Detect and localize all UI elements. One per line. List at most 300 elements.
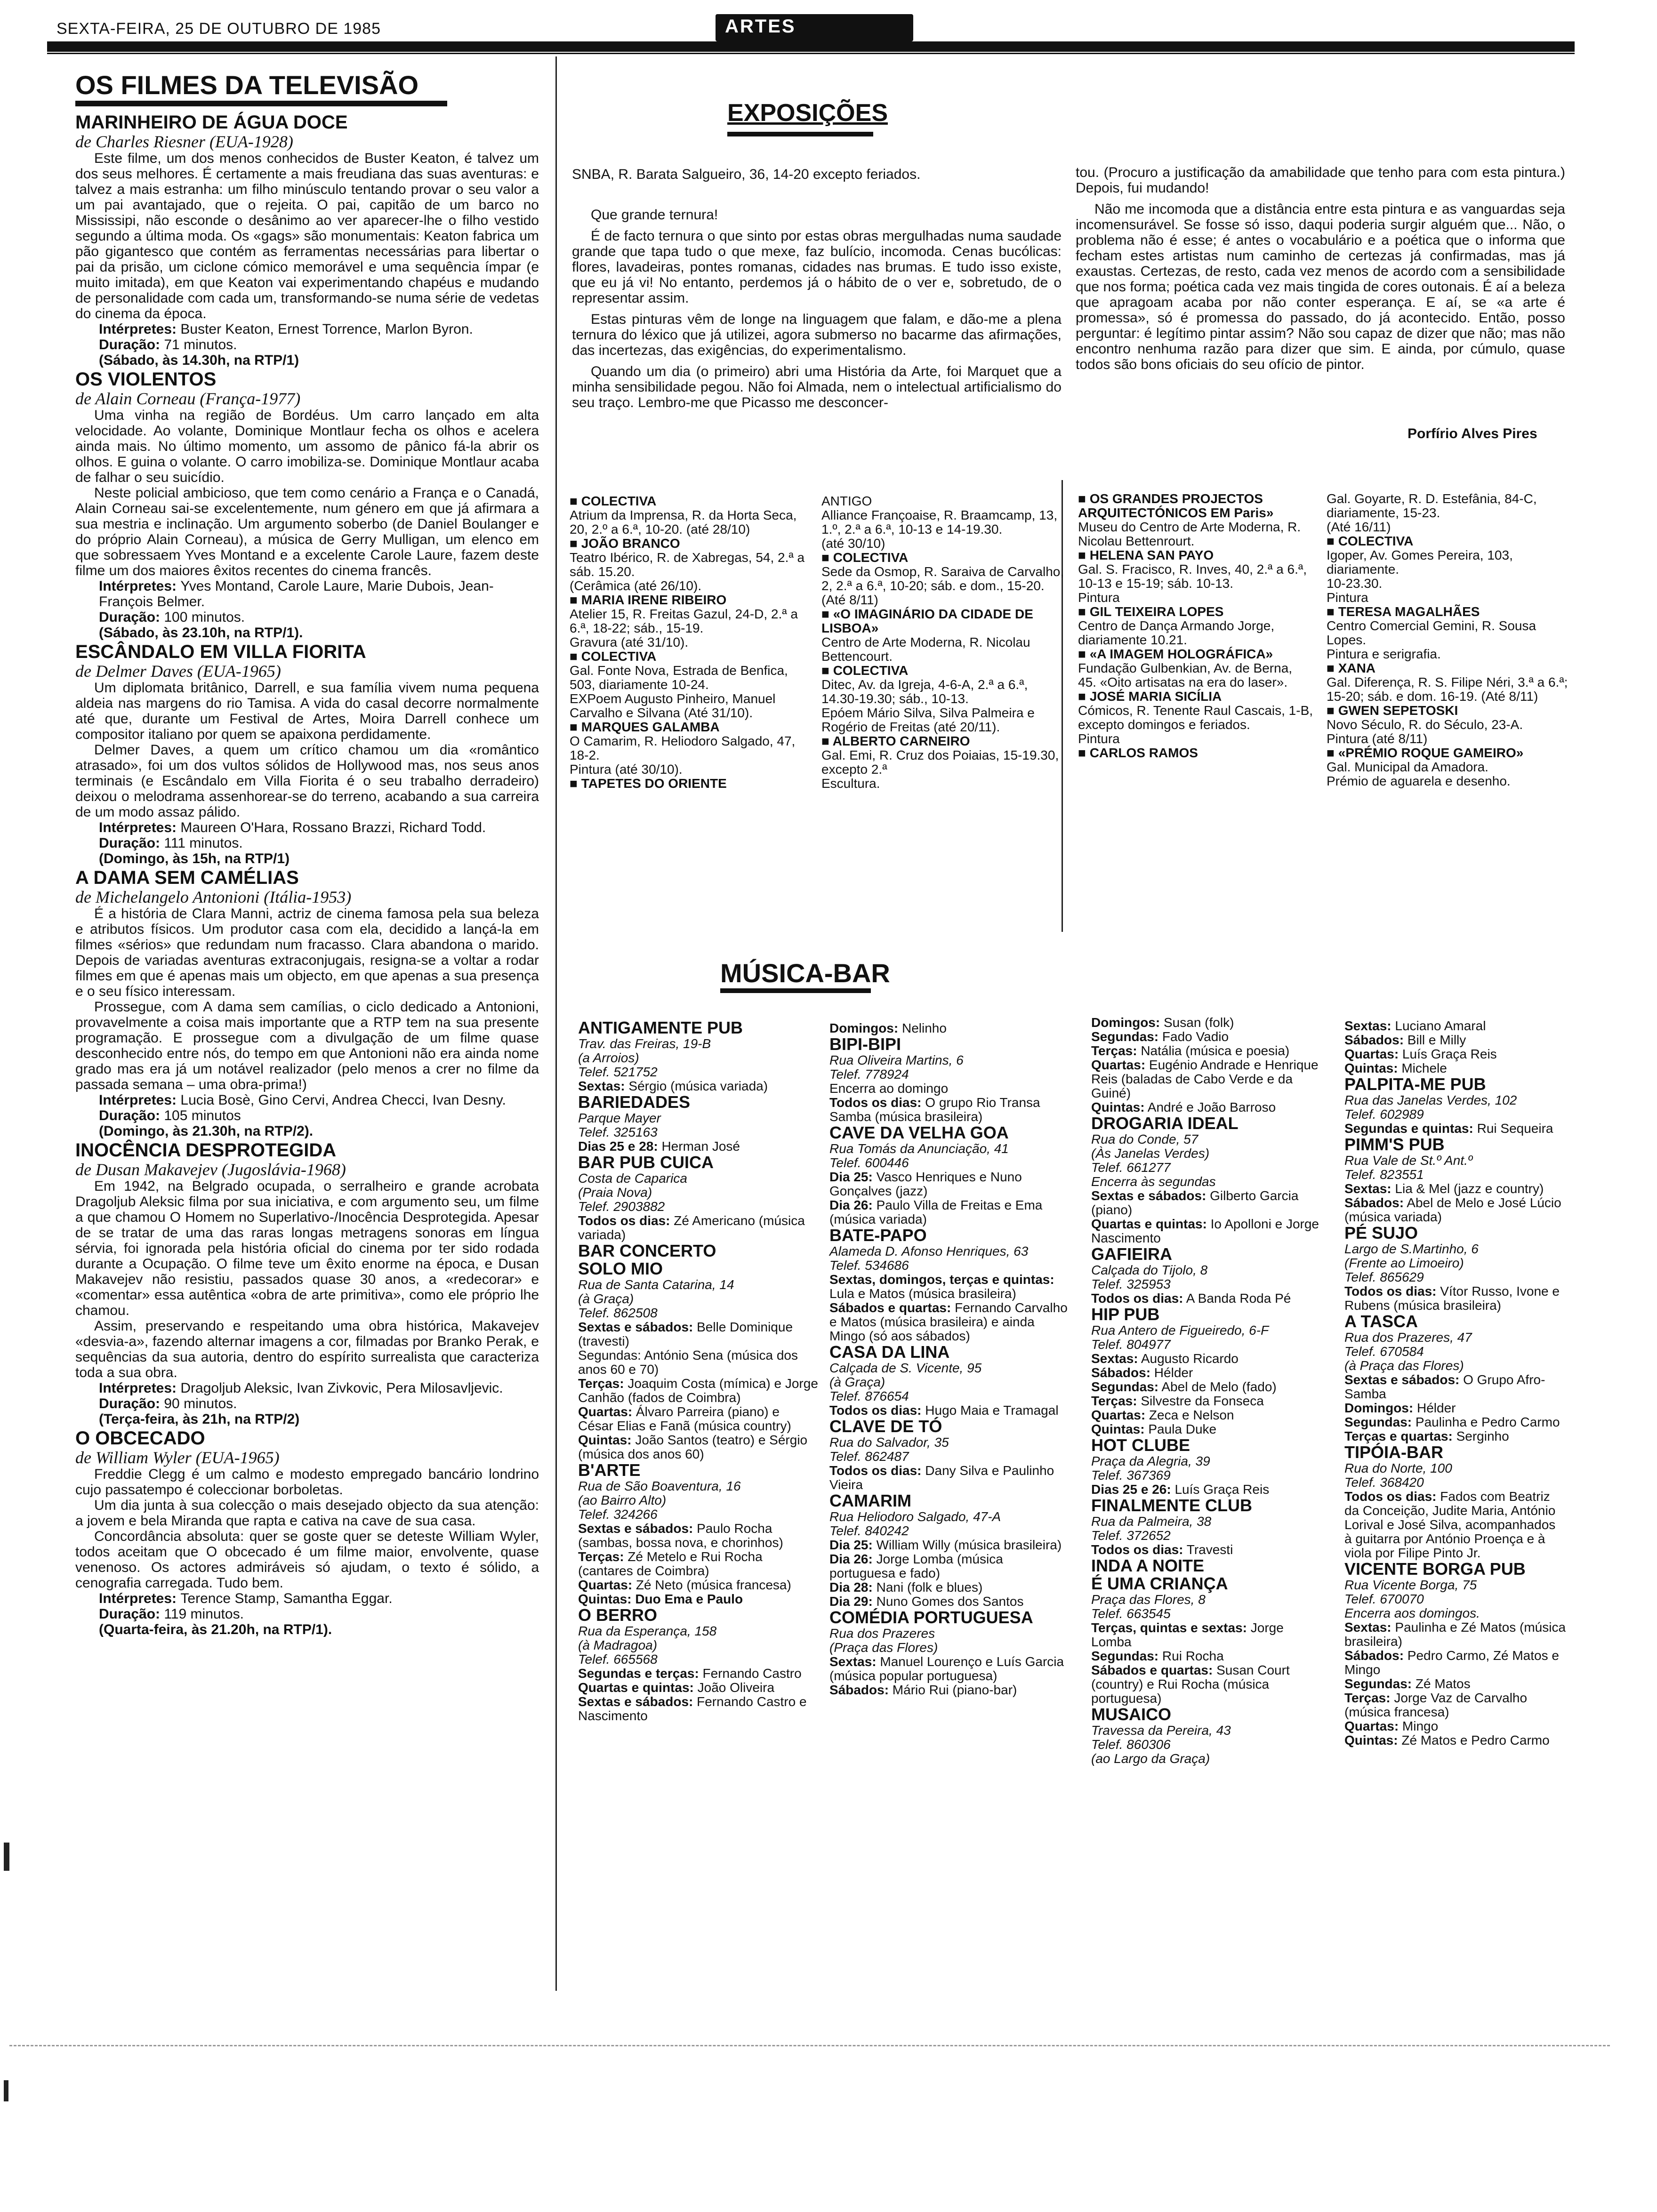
- bar-schedule-value: Hugo Maia e Tramagal: [921, 1403, 1059, 1418]
- film-horario: (Terça-feira, às 21h, na RTP/2): [99, 1411, 300, 1427]
- bar-address: Telef. 600446: [829, 1155, 909, 1170]
- bar-address: Trav. das Freiras, 19-B: [578, 1036, 711, 1051]
- bar-schedule-value: A Banda Roda Pé: [1183, 1291, 1291, 1306]
- bar-schedule-key: Sábados:: [1344, 1648, 1404, 1663]
- musica-col3: [1091, 1016, 1322, 1766]
- bar-schedule-row: [1091, 1030, 1322, 1044]
- film-paragraph: Um dia junta à sua colecção o mais desejado objecto da sua atenção: a jovem e bela Miranda que rapta e cativa na cave de sua casa.: [75, 1498, 539, 1529]
- bar-schedule-key: Terças, quintas e sextas:: [1091, 1620, 1247, 1635]
- bar-schedule-value: João Oliveira: [693, 1680, 775, 1695]
- bar-schedule-row: [1091, 1649, 1322, 1663]
- bar-schedule-row: [1091, 1100, 1322, 1114]
- film-duracao-label: Duração:: [99, 1396, 164, 1411]
- bar-address: Telef. 670584: [1344, 1344, 1424, 1359]
- bar-schedule-value: Paula Duke: [1144, 1422, 1217, 1436]
- bar-schedule-row: [1091, 1483, 1322, 1497]
- bar-address: Largo de S.Martinho, 6: [1344, 1242, 1479, 1256]
- bar-schedule-row: [1091, 1189, 1322, 1217]
- bar-schedule-value: Nani (folk e blues): [872, 1580, 983, 1595]
- bar-address: Rua dos Prazeres: [829, 1626, 935, 1641]
- bar-schedule-value: Susan Court (country) e Rui Rocha (música portuguesa): [1091, 1663, 1290, 1706]
- bar-name: FINALMENTE CLUB: [1091, 1496, 1252, 1515]
- bar-address: Praça da Alegria, 39: [1091, 1454, 1210, 1468]
- bar-name: É UMA CRIANÇA: [1091, 1574, 1228, 1593]
- section-bar-exposicoes: [727, 132, 873, 136]
- top-rule: [47, 41, 1575, 52]
- film-duracao-label: Duração:: [99, 609, 164, 625]
- bar-schedule-key: Quartas:: [1091, 1058, 1146, 1072]
- bar-address: (Praia Nova): [578, 1185, 652, 1200]
- bar-schedule-value: Luís Graça Reis: [1399, 1047, 1497, 1061]
- film-paragraph: Neste policial ambicioso, que tem como cenário a França e o Canadá, Alain Corneau sai-se excelentemente, num género em que já afirmara a sua mestria e inclinação. Um argumento soberbo (de Daniel Boulanger e do próprio Alain Corneau), a música de Gerry Mulligan, um elenco em que sobressaem Yves Montand e a excelente Carole Laure, fazem deste filme um dos maiores êxitos recentes do cinema francês.: [75, 485, 539, 578]
- bar-name: HOT CLUBE: [1091, 1435, 1190, 1455]
- expo-list-entry: 10-23.30.: [1327, 576, 1383, 591]
- bar-address: Telef. 534686: [829, 1258, 909, 1273]
- bar-schedule-key: Dia 29:: [829, 1594, 873, 1609]
- expo-list-entry: Pintura: [1078, 590, 1120, 605]
- bar-schedule-row: [829, 1655, 1070, 1683]
- bar-schedule-value: Luciano Amaral: [1391, 1018, 1486, 1033]
- film-paragraph: Prossegue, com A dama sem camílias, o ciclo dedicado a Antonioni, provavelmente a coisa mais importante que a RTP tem na sua presente programação. E prossegue com a divulgação de um filme quase desconhecido entre nós, do tempo em que Antonioni não era ainda nome grado mas era já um notável realizador (pelo menos a crer no filme da passada semana – uma obra-prima!): [75, 999, 539, 1092]
- expo-list-entry: ■ HELENA SAN PAYO: [1078, 548, 1214, 562]
- bar-schedule-key: Quintas:: [578, 1433, 632, 1447]
- bar-schedule-value: Natália (música e poesia): [1137, 1043, 1290, 1058]
- bar-schedule-value: Susan (folk): [1160, 1015, 1234, 1030]
- bar-schedule-key: Todos os dias:: [829, 1403, 922, 1418]
- bar-schedule-value: Lia & Mel (jazz e country): [1391, 1181, 1544, 1196]
- masthead-title: ARTES: [725, 16, 796, 37]
- film-duracao: 100 minutos.: [164, 609, 245, 625]
- bar-schedule-key: Segundas:: [1091, 1379, 1159, 1394]
- film-paragraph: Este filme, um dos menos conhecidos de Buster Keaton, é talvez um dos seus melhores. É certamente a mais freudiana das suas aventuras: e talvez a mais estranha: um filho minúsculo tentando provar o seu valor a um pai avantajado, que o rejeita. O pai, capitão de um barco no Mississipi, não esconde o desânimo ao ver aparecer-lhe o filho vestido segundo a última moda. Os «gags» são monumentais: Keaton fabrica um pão gigantesco que contém as ferramentas necessárias para libertar o pai da prisão, um ciclone cómico memorável e uma sequência ímpar (e muito imitada), em que Keaton vai experimentando chapéus e mudando de personalidade com cada um, transformando-se numa série de vedetas do cinema da época.: [75, 151, 539, 321]
- bar-schedule-key: Quartas:: [578, 1578, 633, 1592]
- bar-schedule-key: Terças:: [1091, 1043, 1137, 1058]
- film-paragraph: É a história de Clara Manni, actriz de cinema famosa pela sua beleza e atributos físicos. Um produtor casa com ela, decidido a lançá-la em filmes «sérios» que redundam num fracasso. Clara abandona o marido. Depois de variadas aventuras extraconjugais, resigna-se a voltar a rodar filmes em que é apenas mais um objecto, em que apenas a sua presença e o seu físico interessam.: [75, 906, 539, 999]
- bar-schedule-row: [578, 1320, 818, 1348]
- bar-schedule-value: Jorge Lomba (música portuguesa e fado): [829, 1552, 1003, 1580]
- bar-address: (Às Janelas Verdes): [1091, 1146, 1210, 1161]
- expo-list-entry: Gal. Municipal da Amadora.: [1327, 760, 1488, 774]
- bar-schedule-value: Augusto Ricardo: [1138, 1351, 1239, 1366]
- bar-address: Rua do Norte, 100: [1344, 1461, 1452, 1475]
- bar-name: CAMARIM: [829, 1491, 911, 1510]
- film-paragraph: Uma vinha na região de Bordéus. Um carro lançado em alta velocidade. Ao volante, Dominique Montlaur fecha os olhos e acelera ainda mais. No último momento, um assomo de pânico fá-la abrir os olhos. E guina o volante. O carro imobiliza-se. Dominique Montlaur acaba de falhar o seu suicídio.: [75, 408, 539, 485]
- expo-list-entry: Alliance Françoaise, R. Braamcamp, 13, 1.º, 2.ª a 6.ª, 10-13 e 14-19.30.: [821, 508, 1058, 537]
- film-duracao-row: [75, 1396, 539, 1411]
- bar-address: Telef. 368420: [1344, 1475, 1424, 1490]
- bar-schedule-value: Fernando Castro: [699, 1666, 802, 1681]
- film-interpretes-row: [75, 321, 539, 337]
- bar-address: Telef. 2903882: [578, 1199, 665, 1214]
- bar-schedule-row: [1091, 1366, 1322, 1380]
- expo-list-entry: ■ OS GRANDES PROJECTOS ARQUITECTÓNICOS EM Paris»: [1078, 491, 1274, 520]
- film-duracao: 111 minutos.: [164, 835, 243, 851]
- bar-address: Telef. 862487: [829, 1449, 909, 1464]
- film-duracao-label: Duração:: [99, 835, 164, 851]
- bar-schedule-key: Quintas:: [1091, 1100, 1145, 1114]
- bar-schedule-key: Quintas: Duo Ema e Paulo: [578, 1592, 743, 1606]
- bar-schedule-value: Fado Vadio: [1158, 1029, 1229, 1044]
- expo-paragraph: Não me incomoda que a distância entre esta pintura e as vanguardas seja incomensurável. Se fosse só isso, daqui poderia surgir alguém que... Não, o problema não é esse; é antes o vocabulário e a poética que o informa que fecham estes artistas num caminho de certezas já confirmadas, mas já exaustas. Certezas, de resto, cada vez menos de acordo com a sensibilidade que nos forma; poética cada vez mais tingida de cores outonais. É aí a beleza que apragoam acaba por não conter esperança. E aí, se «a arte é promessa», só é promessa do passado, do já acontecido. Então, posso perguntar: é legítimo pintar assim? Não sou capaz de dizer que não; mas não encontro nenhuma razão para dizer que sim. E ainda, por cúmulo, quase todos são bons oficiais do seu ofício de pintor.: [1076, 201, 1565, 372]
- expo-list-entry: Cómicos, R. Tenente Raul Cascais, 1-B, excepto domingos e feriados.: [1078, 703, 1313, 732]
- bar-schedule-value: Jorge Lomba: [1091, 1620, 1284, 1649]
- bar-schedule-value: Luís Graça Reis: [1171, 1482, 1270, 1497]
- film-duracao-label: Duração:: [99, 1606, 164, 1622]
- bar-address: Rua Antero de Figueiredo, 6-F: [1091, 1323, 1269, 1338]
- bar-schedule-value: Nelinho: [898, 1021, 947, 1035]
- bar-address: Telef. 324266: [578, 1507, 658, 1522]
- bar-schedule-key: Sábados e quartas:: [829, 1300, 951, 1315]
- expo-list-entry: (Cerâmica (até 26/10).: [570, 578, 702, 593]
- bar-name: B'ARTE: [578, 1460, 641, 1480]
- expo-list-entry: Teatro Ibérico, R. de Xabregas, 54, 2.ª a sáb. 15.20.: [570, 550, 805, 579]
- section-title-filmes: OS FILMES DA TELEVISÃO: [75, 70, 419, 100]
- film-interpretes-label: Intérpretes:: [99, 820, 181, 835]
- bar-schedule-value: Mário Rui (piano-bar): [889, 1683, 1017, 1697]
- bar-schedule-row: [1344, 1033, 1566, 1047]
- bar-schedule-row: [1344, 1401, 1566, 1415]
- expo-list-entry: ■ «A IMAGEM HOLOGRÁFICA»: [1078, 647, 1273, 661]
- bar-address: Telef. 670070: [1344, 1592, 1424, 1606]
- bar-schedule-key: Quintas:: [1091, 1422, 1145, 1436]
- film-paragraph: Concordância absoluta: quer se goste quer se deteste William Wyler, todos aceitam que O obcecado é um filme maior, envolvente, quase venenoso. Os actores admiráveis só ajudam, o texto é sólido, a cenografia carregada. Tudo bem.: [75, 1529, 539, 1591]
- expo-list-entry: O Camarim, R. Heliodoro Salgado, 47, 18-2.: [570, 734, 796, 762]
- expo-list-entry: Fundação Gulbenkian, Av. de Berna, 45. «Oito artisatas na era do laser».: [1078, 661, 1293, 689]
- bar-address: Rua da Esperança, 158: [578, 1624, 717, 1638]
- bar-schedule-value: Rui Sequeira: [1473, 1121, 1553, 1136]
- expo-list-entry: ■ «O IMAGINÁRIO DA CIDADE DE LISBOA»: [821, 607, 1033, 635]
- bar-schedule-value: Belle Dominique (travesti): [578, 1320, 793, 1348]
- expo-list-entry: Pintura e serigrafia.: [1327, 647, 1441, 661]
- bar-schedule-key: Sextas:: [1091, 1351, 1138, 1366]
- bar-schedule-value: Hélder: [1413, 1401, 1456, 1415]
- expo-article-col1: [572, 207, 1062, 416]
- expo-paragraph: Quando um dia (o primeiro) abri uma História da Arte, foi Marquet que a minha sensibilidade pegou. Não foi Almada, nem o intelectual artificialismo do seu traço. Lembro-me que Picasso me desconcer-: [572, 364, 1062, 410]
- film-duracao: 90 minutos.: [164, 1396, 237, 1411]
- bar-address: Telef. 862508: [578, 1306, 658, 1320]
- film-duracao-row: [75, 337, 539, 353]
- film-interpretes: Buster Keaton, Ernest Torrence, Marlon Byron.: [180, 321, 473, 337]
- bar-address: Telef. 876654: [829, 1389, 909, 1403]
- bar-address: Rua dos Prazeres, 47: [1344, 1330, 1472, 1345]
- bar-schedule-row: [578, 1592, 818, 1606]
- bar-schedule-key: Quartas:: [1091, 1408, 1146, 1422]
- expo-list-entry: (até 30/10): [821, 536, 885, 551]
- bar-schedule-key: Todos os dias:: [829, 1463, 922, 1478]
- bar-schedule-key: Terças:: [1344, 1691, 1391, 1705]
- expo-list-entry: Gal. Emi, R. Cruz dos Poiaias, 15-19.30, excepto 2.ª: [821, 748, 1059, 777]
- bar-address: Costa de Caparica: [578, 1171, 687, 1186]
- bar-schedule-row: [829, 1082, 1070, 1096]
- bar-schedule-row: [578, 1522, 818, 1550]
- film-duracao: 105 minutos: [164, 1108, 241, 1123]
- film-title: ESCÂNDALO EM VILLA FIORITA: [75, 641, 366, 662]
- musica-col2: [829, 1021, 1070, 1697]
- bar-name: MUSAICO: [1091, 1705, 1171, 1724]
- expo-list-entry: Gal. S. Fracisco, R. Inves, 40, 2.ª a 6.ª, 10-13 e 15-19; sáb. 10-13.: [1078, 562, 1307, 591]
- expo-list-entry: ■ JOÃO BRANCO: [570, 536, 680, 551]
- film-author: de Dusan Makavejev (Jugoslávia-1968): [75, 1160, 346, 1179]
- bar-schedule-key: Todos os dias:: [829, 1095, 922, 1110]
- expo-lead-text: SNBA, R. Barata Salgueiro, 36, 14-20 excepto feriados.: [572, 167, 921, 182]
- bar-schedule-row: [578, 1667, 818, 1681]
- bar-schedule-key: Segundas:: [1344, 1676, 1412, 1691]
- bar-schedule-key: Dia 26:: [829, 1198, 873, 1212]
- expo-list-entry: Novo Século, R. do Século, 23-A.: [1327, 717, 1523, 732]
- bar-schedule-value: Paulo Villa de Freitas e Ema (música variada): [829, 1198, 1043, 1226]
- bar-address: Telef. 840242: [829, 1523, 909, 1538]
- bar-address: Telef. 367369: [1091, 1468, 1171, 1483]
- film-duracao-row: [75, 1108, 539, 1123]
- bar-schedule-row: [1344, 1429, 1566, 1443]
- bar-address: Rua Vicente Borga, 75: [1344, 1578, 1477, 1592]
- expo-list-entry: ■ COLECTIVA: [570, 649, 657, 664]
- film-title: OS VIOLENTOS: [75, 369, 217, 390]
- bar-address: Telef. 521752: [578, 1065, 658, 1079]
- bar-schedule-value: Zé Matos e Pedro Carmo: [1398, 1733, 1550, 1747]
- expo-article-col2: [1076, 165, 1565, 378]
- expo-lead: [572, 167, 1062, 182]
- bar-schedule-row: [829, 1683, 1070, 1697]
- bar-schedule-row: [829, 1595, 1070, 1609]
- bar-address: Rua Heliodoro Salgado, 47-A: [829, 1509, 1001, 1524]
- film-paragraph: Delmer Daves, a quem um crítico chamou um dia «romântico atrasado», foi um dos vultos sólidos de Hollywood mas, nos seus anos terminais (e Escândalo em Villa Fiorita é o seu trabalho derradeiro) deixou o melodrama assenhorear-se do terreno, acabando a sua carreira de um modo assaz pálido.: [75, 742, 539, 820]
- bar-schedule-key: Dia 28:: [829, 1580, 873, 1595]
- expo-list-entry: ANTIGO: [821, 494, 872, 508]
- bar-schedule-row: [829, 1198, 1070, 1226]
- bar-schedule-row: [1091, 1621, 1322, 1649]
- bar-schedule-value: Bill e Milly: [1404, 1033, 1466, 1047]
- bar-name: PÉ SUJO: [1344, 1223, 1418, 1242]
- bar-address: Travessa da Pereira, 43: [1091, 1723, 1231, 1738]
- expo-paragraph: É de facto ternura o que sinto por estas obras mergulhadas numa saudade grande que tapa tudo o que mexe, faz bulício, incomoda. Cenas bucólicas: flores, lavadeiras, pontes romanas, cidades nas brumas. E tudo isso existe, que eu já vi! No entanto, perdemos já o hábito de o ver e, sobretudo, de o representar assim.: [572, 228, 1062, 306]
- film-horario: (Domingo, às 15h, na RTP/1): [99, 851, 290, 866]
- expo-list-entry: (Até 8/11): [821, 593, 878, 607]
- bar-schedule-key: Quartas:: [578, 1404, 633, 1419]
- bar-address: (a Arroios): [578, 1050, 639, 1065]
- bar-address: Alameda D. Afonso Henriques, 63: [829, 1244, 1029, 1258]
- bar-name: CLAVE DE TÓ: [829, 1417, 942, 1436]
- bar-schedule-row: [1344, 1061, 1566, 1075]
- bar-schedule-row: [829, 1552, 1070, 1580]
- expo-list-entry: ■ GWEN SEPETOSKI: [1327, 703, 1458, 718]
- expo-signature: Porfírio Alves Pires: [1408, 426, 1537, 441]
- bar-schedule-row: [1091, 1044, 1322, 1058]
- expo-paragraph: Que grande ternura!: [591, 207, 718, 223]
- expo-list-entry: Gal. Goyarte, R. D. Estefânia, 84-C, diariamente, 15-23.: [1327, 491, 1537, 520]
- film-title: O OBCECADO: [75, 1428, 205, 1449]
- bar-schedule-value: Abel de Melo (fado): [1158, 1379, 1277, 1394]
- expo-list-entry: ■ TAPETES DO ORIENTE: [570, 776, 727, 791]
- film-interpretes-label: Intérpretes:: [99, 1591, 181, 1606]
- bar-schedule-row: [1344, 1649, 1566, 1677]
- bar-schedule-row: [1344, 1122, 1566, 1136]
- section-bar-filmes: [75, 101, 447, 106]
- expo-list-entry: Escultura.: [821, 776, 880, 791]
- films-column: [75, 111, 539, 1637]
- bar-schedule-row: [578, 1139, 818, 1154]
- bar-name: HIP PUB: [1091, 1305, 1160, 1324]
- film-horario: (Domingo, às 21.30h, na RTP/2).: [99, 1123, 314, 1139]
- bar-schedule-row: [1091, 1291, 1322, 1306]
- bar-address: Rua de Santa Catarina, 14: [578, 1277, 734, 1292]
- film-duracao-row: [75, 835, 539, 851]
- bar-schedule-row: [829, 1580, 1070, 1595]
- film-author: de William Wyler (EUA-1965): [75, 1448, 280, 1467]
- bar-address: Rua da Palmeira, 38: [1091, 1514, 1212, 1529]
- bar-schedule-row: [1091, 1663, 1322, 1706]
- expo-list-entry: EXPoem Augusto Pinheiro, Manuel Carvalho e Silvana (Até 31/10).: [570, 691, 776, 720]
- bar-schedule-value: O Grupo Afro-Samba: [1344, 1372, 1545, 1401]
- bar-schedule-value: Io Apolloni e Jorge Nascimento: [1091, 1217, 1319, 1245]
- bar-schedule-row: [829, 1403, 1070, 1418]
- bar-schedule-value: O grupo Rio Transa Samba (música brasileira): [829, 1095, 1040, 1124]
- bar-address: Praça das Flores, 8: [1091, 1592, 1206, 1607]
- bar-schedule-key: Todos os dias:: [1344, 1489, 1437, 1504]
- expo-list-entry: Pintura: [1327, 590, 1368, 605]
- section-title-musica: MÚSICA-BAR: [720, 958, 890, 988]
- film-duracao-label: Duração:: [99, 337, 164, 353]
- bar-address: Telef. 865629: [1344, 1270, 1424, 1284]
- bar-schedule-key: Sextas e sábados:: [1091, 1188, 1207, 1203]
- bar-schedule-row: [1344, 1047, 1566, 1061]
- bar-address: Encerra às segundas: [1091, 1174, 1216, 1189]
- bar-schedule-key: Dias 25 e 28:: [578, 1139, 658, 1154]
- bar-schedule-value: Segundas: António Sena (música dos anos 60 e 70): [578, 1348, 798, 1377]
- bar-schedule-row: [1091, 1543, 1322, 1557]
- expo-list-entry: Pintura (até 30/10).: [570, 762, 683, 777]
- bar-schedule-key: Sábados:: [1091, 1365, 1151, 1380]
- bar-schedule-key: Segundas:: [1091, 1029, 1159, 1044]
- bar-name: PALPITA-ME PUB: [1344, 1074, 1486, 1094]
- film-horario: (Quarta-feira, às 21.20h, na RTP/1).: [99, 1622, 332, 1637]
- scan-mark-2: [4, 2080, 8, 2101]
- bar-name: BAR PUB CUICA: [578, 1153, 714, 1172]
- expo-list-entry: ■ CARLOS RAMOS: [1078, 745, 1198, 760]
- bar-schedule-row: [1091, 1422, 1322, 1436]
- bar-name: BIPI-BIPI: [829, 1034, 901, 1054]
- bar-address: (ao Largo da Graça): [1091, 1751, 1210, 1766]
- bar-name: O BERRO: [578, 1605, 658, 1625]
- bar-schedule-key: Segundas:: [1344, 1415, 1412, 1429]
- bar-address: Encerra aos domingos.: [1344, 1606, 1480, 1620]
- bar-schedule-key: Sextas, domingos, terças e quintas:: [829, 1272, 1054, 1287]
- film-author: de Delmer Daves (EUA-1965): [75, 662, 281, 681]
- bar-schedule-row: [1091, 1394, 1322, 1408]
- bar-address: (à Praça das Flores): [1344, 1358, 1464, 1373]
- bar-name: ANTIGAMENTE PUB: [578, 1018, 743, 1037]
- bar-address: Calçada do Tijolo, 8: [1091, 1263, 1208, 1277]
- expo-list-entry: Igoper, Av. Gomes Pereira, 103, diariamente.: [1327, 548, 1513, 577]
- bar-address: (à Graça): [578, 1291, 634, 1306]
- film-interpretes: Dragoljub Aleksic, Ivan Zivkovic, Pera Milosavljevic.: [180, 1380, 503, 1396]
- bar-address: Telef. 602989: [1344, 1107, 1424, 1122]
- bar-schedule-key: Terças e quartas:: [1344, 1429, 1453, 1443]
- bar-schedule-key: Sextas:: [829, 1654, 877, 1669]
- bar-schedule-row: [1091, 1016, 1322, 1030]
- bar-schedule-row: [1344, 1284, 1566, 1313]
- expo-list-entry: ■ MARIA IRENE RIBEIRO: [570, 593, 727, 607]
- film-interpretes-row: [75, 820, 539, 835]
- expo-list-col4: [1327, 492, 1571, 788]
- bar-address: Telef. 778924: [829, 1067, 909, 1082]
- bar-name: GAFIEIRA: [1091, 1244, 1173, 1264]
- bar-schedule-key: Todos os dias:: [578, 1213, 670, 1228]
- bar-schedule-value: Paulo Rocha (sambas, bossa nova, e chorinhos): [578, 1521, 783, 1550]
- bar-address: (Praça das Flores): [829, 1640, 938, 1655]
- section-title-exposicoes: EXPOSIÇÕES: [727, 99, 888, 127]
- bar-schedule-value: Jorge Vaz de Carvalho (música francesa): [1344, 1691, 1528, 1719]
- bar-schedule-value: Zé Americano (música variada): [578, 1213, 805, 1242]
- bar-schedule-key: Sextas e sábados:: [578, 1694, 693, 1709]
- musica-col1: [578, 1019, 818, 1723]
- expo-list-entry: (Até 16/11): [1327, 520, 1391, 534]
- bar-schedule-key: Quintas:: [1344, 1733, 1398, 1747]
- film-paragraph: Assim, preservando e respeitando uma obra histórica, Makavejev «desvia-a», fazendo alternar imagens a cor, filmadas por Branko Perak, e sequências da sua autoria, dentro do espírito surrealista que caracteriza toda a sua obra.: [75, 1318, 539, 1380]
- page-date: SEXTA-FEIRA, 25 DE OUTUBRO DE 1985: [56, 20, 381, 38]
- bar-name: BATE-PAPO: [829, 1226, 927, 1245]
- bar-schedule-key: Terças:: [1091, 1394, 1137, 1408]
- bar-address: Telef. 372652: [1091, 1528, 1171, 1543]
- film-interpretes: Terence Stamp, Samantha Eggar.: [180, 1591, 393, 1606]
- film-interpretes-label: Intérpretes:: [99, 578, 181, 594]
- bar-address: Telef. 860306: [1091, 1737, 1171, 1752]
- film-title: MARINHEIRO DE ÁGUA DOCE: [75, 112, 348, 133]
- bar-schedule-value: Zé Metelo e Rui Rocha (cantares de Coimbra): [578, 1549, 763, 1578]
- bar-schedule-row: [1091, 1352, 1322, 1366]
- bar-schedule-row: [578, 1695, 818, 1723]
- bar-address: (à Madragoa): [578, 1638, 658, 1652]
- bar-schedule-row: [1344, 1196, 1566, 1224]
- film-author: de Alain Corneau (França-1977): [75, 389, 301, 408]
- bar-address: Rua de São Boaventura, 16: [578, 1479, 741, 1493]
- bar-address: Parque Mayer: [578, 1111, 661, 1125]
- expo-list-entry: Epóem Mário Silva, Silva Palmeira e Rogério de Freitas (até 20/11).: [821, 705, 1035, 734]
- film-duracao: 119 minutos.: [164, 1606, 244, 1622]
- bar-address: Rua das Janelas Verdes, 102: [1344, 1093, 1517, 1107]
- bar-address: Rua do Salvador, 35: [829, 1435, 949, 1450]
- expo-list-col1: [570, 494, 814, 791]
- bar-schedule-value: Lula e Matos (música brasileira): [829, 1286, 1016, 1301]
- bar-schedule-key: Terças:: [578, 1376, 624, 1391]
- expo-list-entry: ■ GIL TEIXEIRA LOPES: [1078, 604, 1224, 619]
- bar-schedule-value: Sérgio (música variada): [625, 1079, 768, 1093]
- bar-schedule-row: [1091, 1380, 1322, 1394]
- expo-list-entry: Sede da Osmop, R. Saraiva de Carvalho, 2, 2.ª a 6.ª, 10-20; sáb. e dom., 15-20.: [821, 564, 1064, 593]
- film-interpretes-label: Intérpretes:: [99, 321, 181, 337]
- bar-schedule-row: [578, 1681, 818, 1695]
- expo-list-entry: Museu do Centro de Arte Moderna, R. Nicolau Bettenrourt.: [1078, 520, 1301, 548]
- bar-schedule-key: Dia 25:: [829, 1170, 873, 1184]
- bar-schedule-value: Vítor Russo, Ivone e Rubens (música brasileira): [1344, 1284, 1560, 1313]
- bar-schedule-value: Herman José: [658, 1139, 740, 1154]
- bar-schedule-value: Paulinha e Zé Matos (música brasileira): [1344, 1620, 1566, 1649]
- bar-address: Telef. 823551: [1344, 1167, 1424, 1182]
- bar-schedule-row: [829, 1464, 1070, 1492]
- bar-schedule-value: Vasco Henriques e Nuno Gonçalves (jazz): [829, 1170, 1022, 1198]
- film-paragraph: Freddie Clegg é um calmo e modesto empregado bancário londrino cujo passatempo é coleccionar borboletas.: [75, 1467, 539, 1498]
- expo-paragraph: tou. (Procuro a justificação da amabilidade que tenho para com esta pintura.) Depois, fui mudando!: [1076, 165, 1565, 196]
- film-paragraph: Um diplomata britânico, Darrell, e sua família vivem numa pequena aldeia nas margens do rio Tamisa. A vida do casal decorre normalmente até que, durante um Festival de Artes, Moira Darrell conhece um compositor italiano por quem se apaixona perdidamente.: [75, 680, 539, 742]
- bar-address: Calçada de S. Vicente, 95: [829, 1361, 982, 1375]
- expo-list-entry: ■ TERESA MAGALHÃES: [1327, 604, 1480, 619]
- bar-schedule-row: [578, 1348, 818, 1377]
- bar-schedule-row: [1091, 1058, 1322, 1100]
- film-interpretes-row: [75, 1380, 539, 1396]
- bar-schedule-key: Sábados:: [1344, 1033, 1404, 1047]
- bar-schedule-value: André e João Barroso: [1144, 1100, 1276, 1114]
- bar-address: Telef. 663545: [1091, 1606, 1171, 1621]
